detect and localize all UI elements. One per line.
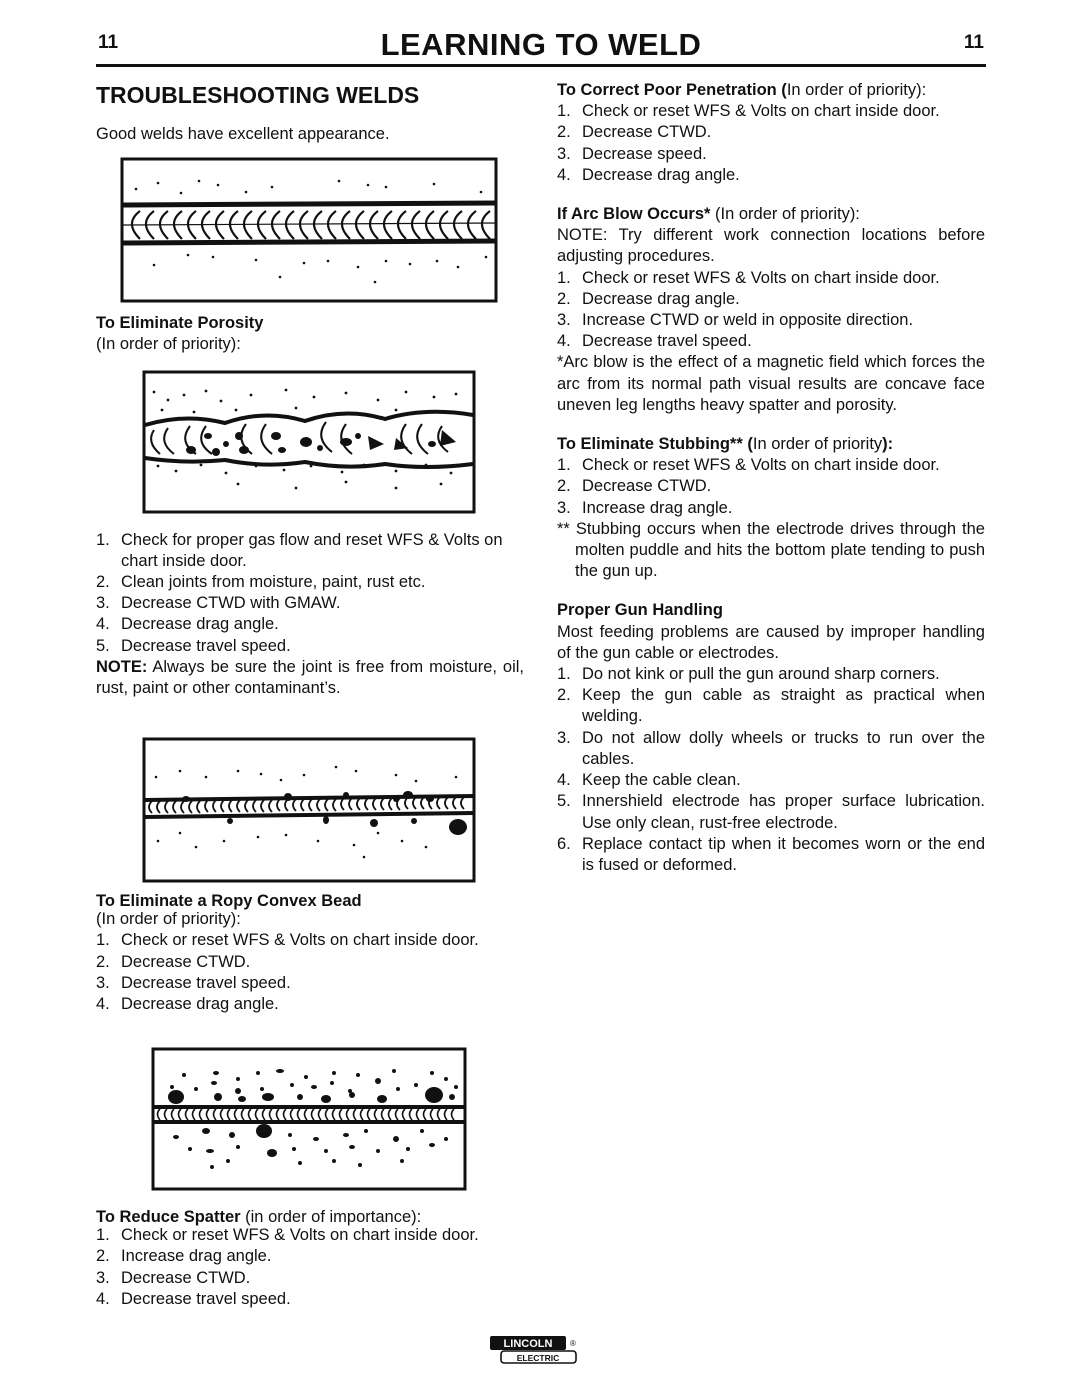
- list-item: 4. Decrease drag angle.: [96, 995, 279, 1014]
- ropy-list: [96, 930, 524, 1015]
- list-item: 2. Clean joints from moisture, paint, rust etc.: [96, 573, 426, 592]
- gun-handling-heading: Proper Gun Handling: [557, 601, 723, 620]
- list-item: 3. Increase CTWD or weld in opposite direction.: [557, 311, 914, 330]
- porosity-weld-figure: [96, 370, 524, 520]
- lincoln-electric-logo: [489, 1335, 581, 1365]
- list-item: 5. Innershield electrode has proper surface lubrication. Use only clean, rust-free electrode.: [557, 792, 985, 832]
- list-item: 1. Check or reset WFS & Volts on chart inside door.: [96, 931, 479, 950]
- logo-bottom-text: ELECTRIC: [516, 1353, 560, 1363]
- arc-blow-list: [557, 268, 985, 353]
- ropy-bead-figure: [96, 737, 524, 887]
- list-item: 4. Keep the cable clean.: [557, 771, 741, 790]
- list-item: 3. Decrease CTWD.: [96, 1268, 251, 1287]
- porosity-heading: To Eliminate Porosity: [96, 314, 264, 333]
- list-item: 2. Keep the gun cable as straight as practical when welding.: [557, 686, 985, 726]
- list-item: 4. Decrease travel speed.: [96, 1289, 291, 1308]
- list-item: 2. Decrease CTWD.: [96, 952, 251, 971]
- list-item: 1. Do not kink or pull the gun around sharp corners.: [557, 665, 940, 684]
- page-header: [96, 27, 986, 67]
- list-item: 2. Increase drag angle.: [96, 1247, 272, 1266]
- list-item: 1. Check or reset WFS & Volts on chart inside door.: [557, 268, 940, 287]
- list-item: 1. Check or reset WFS & Volts on chart inside door.: [557, 102, 940, 121]
- list-item: 4. Decrease drag angle.: [96, 615, 279, 634]
- good-weld-figure: [96, 157, 524, 307]
- porosity-note: NOTE: Always be sure the joint is free from moisture, oil, rust, paint or other contaminant’s.: [96, 657, 524, 698]
- ropy-subheading: (In order of priority):: [96, 910, 241, 929]
- arc-blow-note: NOTE: Try different work connection locations before adjusting procedures.: [557, 226, 985, 266]
- spatter-list: [96, 1225, 524, 1310]
- list-item: 5. Decrease travel speed.: [96, 636, 291, 655]
- page-number-left: 11: [98, 32, 119, 53]
- porosity-subheading: (In order of priority):: [96, 335, 241, 354]
- list-item: 2. Decrease CTWD.: [557, 123, 712, 142]
- page-title: LEARNING TO WELD: [380, 27, 702, 62]
- list-item: 3. Increase drag angle.: [557, 498, 733, 517]
- arc-blow-heading: If Arc Blow Occurs* (In order of priority):: [557, 205, 860, 224]
- list-item: 1. Check or reset WFS & Volts on chart inside door.: [557, 456, 940, 475]
- stubbing-list: [557, 455, 985, 519]
- porosity-list: [96, 530, 524, 657]
- list-item: 2. Decrease drag angle.: [557, 289, 740, 308]
- list-item: 2. Decrease CTWD.: [557, 477, 712, 496]
- logo-registered-mark: ®: [570, 1339, 576, 1348]
- logo-top-text: LINCOLN: [503, 1338, 553, 1350]
- intro-text: Good welds have excellent appearance.: [96, 125, 390, 143]
- list-item: 6. Replace contact tip when it becomes worn or the end is fused or deformed.: [557, 834, 985, 874]
- stubbing-footnote: ** Stubbing occurs when the electrode drives through the molten puddle and hits the bottom plate tending to push the gun up.: [557, 519, 985, 581]
- list-item: 1. Check for proper gas flow and reset WFS & Volts on chart inside door.: [96, 530, 503, 570]
- left-column: [96, 78, 524, 1310]
- list-item: 3. Do not allow dolly wheels or trucks to run over the cables.: [557, 728, 985, 768]
- gun-handling-list: [557, 664, 985, 876]
- arc-blow-footnote: *Arc blow is the effect of a magnetic field which forces the arc from its normal path visual results are concave face uneven leg lengths heavy spatter and porosity.: [557, 353, 985, 414]
- stubbing-heading: To Eliminate Stubbing** (In order of priority):: [557, 435, 894, 454]
- penetration-heading: To Correct Poor Penetration (In order of priority):: [557, 81, 927, 99]
- page-number-right: 11: [963, 32, 984, 53]
- list-item: 3. Decrease travel speed.: [96, 973, 291, 992]
- gun-handling-intro: Most feeding problems are caused by improper handling of the gun cable or electrodes.: [557, 622, 985, 662]
- right-column: [557, 80, 985, 876]
- spatter-heading: To Reduce Spatter (in order of importance):: [96, 1208, 422, 1227]
- penetration-list: [557, 101, 985, 186]
- list-item: 3. Decrease CTWD with GMAW.: [96, 594, 341, 613]
- ropy-heading: To Eliminate a Ropy Convex Bead: [96, 892, 362, 911]
- list-item: 4. Decrease travel speed.: [557, 332, 752, 351]
- list-item: 1. Check or reset WFS & Volts on chart inside door.: [96, 1226, 479, 1245]
- section-title: TROUBLESHOOTING WELDS: [96, 82, 420, 108]
- list-item: 4. Decrease drag angle.: [557, 165, 740, 184]
- list-item: 3. Decrease speed.: [557, 144, 707, 163]
- spatter-weld-figure: [96, 1045, 524, 1195]
